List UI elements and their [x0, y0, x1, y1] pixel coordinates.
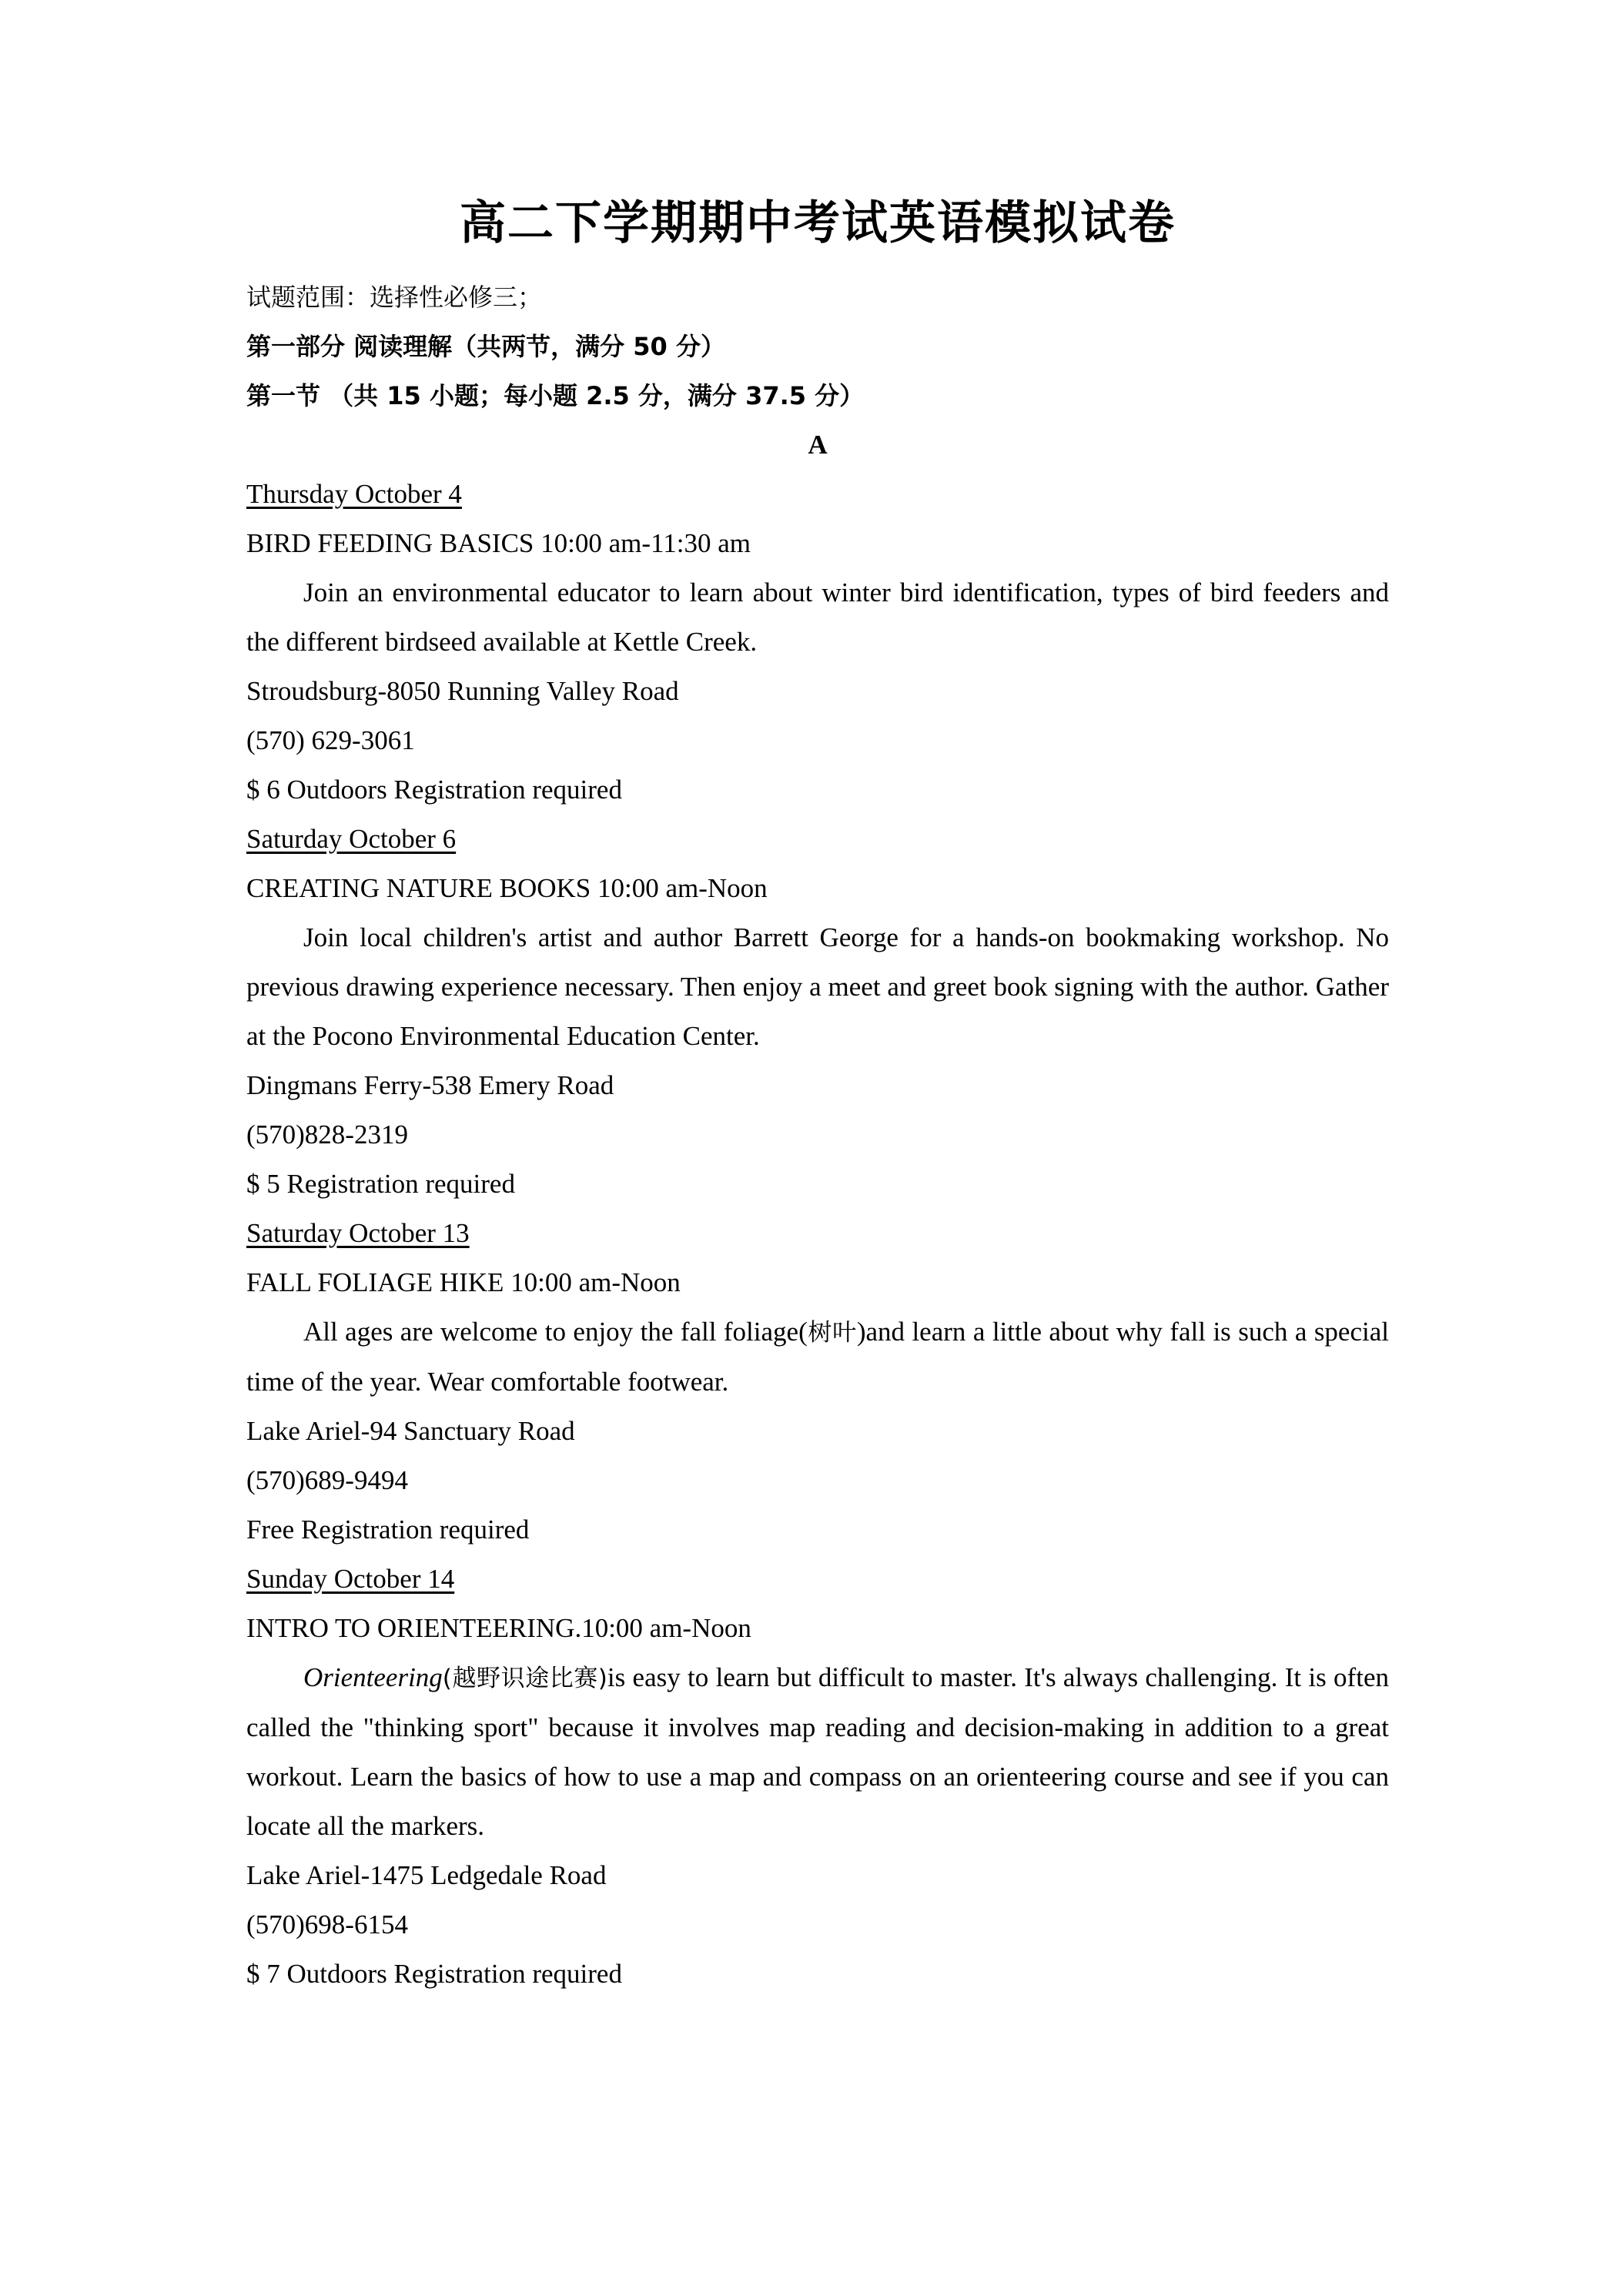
event-name: INTRO TO ORIENTEERING.10:00 am-Noon — [246, 1613, 751, 1643]
event-description: Join local children's artist and author Barrett George for a hands-on bookmaking workshop. No previous drawing experience necessary. Then enjoy a meet and greet book signing with the author. Gather at the Pocono Environmental Education Center. — [246, 922, 1389, 1051]
event-name: CREATING NATURE BOOKS 10:00 am-Noon — [246, 873, 768, 903]
description-text: is easy to learn but difficult to master. It's always challenging. It is often called the "thinking sport" because it involves map reading and decision-making in addition to a great workout. Learn the basics of how to use a map and compass on an orienteering course and see if you can locate all the markers. — [246, 1662, 1389, 1841]
page-title: 高二下学期期中考试英语模拟试卷 — [460, 196, 1176, 250]
event-date: Saturday October 13 — [246, 1218, 470, 1248]
event-item — [246, 470, 1389, 815]
event-date: Saturday October 6 — [246, 824, 457, 854]
chinese-gloss: 树叶 — [807, 1319, 857, 1347]
exam-scope: 试题范围：选择性必修三； — [246, 283, 543, 312]
event-phone: (570)828-2319 — [246, 1120, 408, 1150]
event-fee: $ 5 Registration required — [246, 1169, 515, 1199]
event-address: Lake Ariel-94 Sanctuary Road — [246, 1416, 575, 1446]
event-description: Join an environmental educator to learn about winter bird identification, types of bird feeders and the different birdseed available at Kettle Creek. — [246, 577, 1389, 657]
exam-page — [246, 192, 1389, 1999]
event-description — [246, 1307, 1389, 1407]
event-address: Dingmans Ferry-538 Emery Road — [246, 1070, 614, 1100]
event-phone: (570)689-9494 — [246, 1465, 408, 1495]
event-address: Stroudsburg-8050 Running Valley Road — [246, 676, 679, 706]
chinese-gloss: (越野识途比赛) — [442, 1665, 607, 1692]
event-phone: (570) 629-3061 — [246, 725, 415, 755]
event-item — [246, 1555, 1389, 1999]
event-phone: (570)698-6154 — [246, 1909, 408, 1940]
event-item — [246, 1209, 1389, 1555]
part-heading: 第一部分 阅读理解（共两节，满分 50 分） — [246, 332, 725, 361]
section-heading: 第一节 （共 15 小题；每小题 2.5 分，满分 37.5 分） — [246, 381, 865, 410]
description-text: )and learn a little about why fall is such a special time of the year. Wear comfortable footwear. — [246, 1317, 1389, 1397]
event-date: Sunday October 14 — [246, 1564, 455, 1594]
event-fee: $ 6 Outdoors Registration required — [246, 775, 622, 805]
event-fee: $ 7 Outdoors Registration required — [246, 1959, 622, 1989]
description-text: All ages are welcome to enjoy the fall foliage( — [303, 1317, 808, 1347]
event-description — [246, 1653, 1389, 1851]
event-fee: Free Registration required — [246, 1514, 530, 1545]
passage-letter: A — [808, 430, 828, 460]
event-name: BIRD FEEDING BASICS 10:00 am-11:30 am — [246, 528, 751, 558]
event-name: FALL FOLIAGE HIKE 10:00 am-Noon — [246, 1267, 681, 1297]
term-italic: Orienteering — [303, 1662, 443, 1692]
event-date: Thursday October 4 — [246, 479, 462, 509]
event-address: Lake Ariel-1475 Ledgedale Road — [246, 1860, 607, 1890]
event-item — [246, 815, 1389, 1209]
